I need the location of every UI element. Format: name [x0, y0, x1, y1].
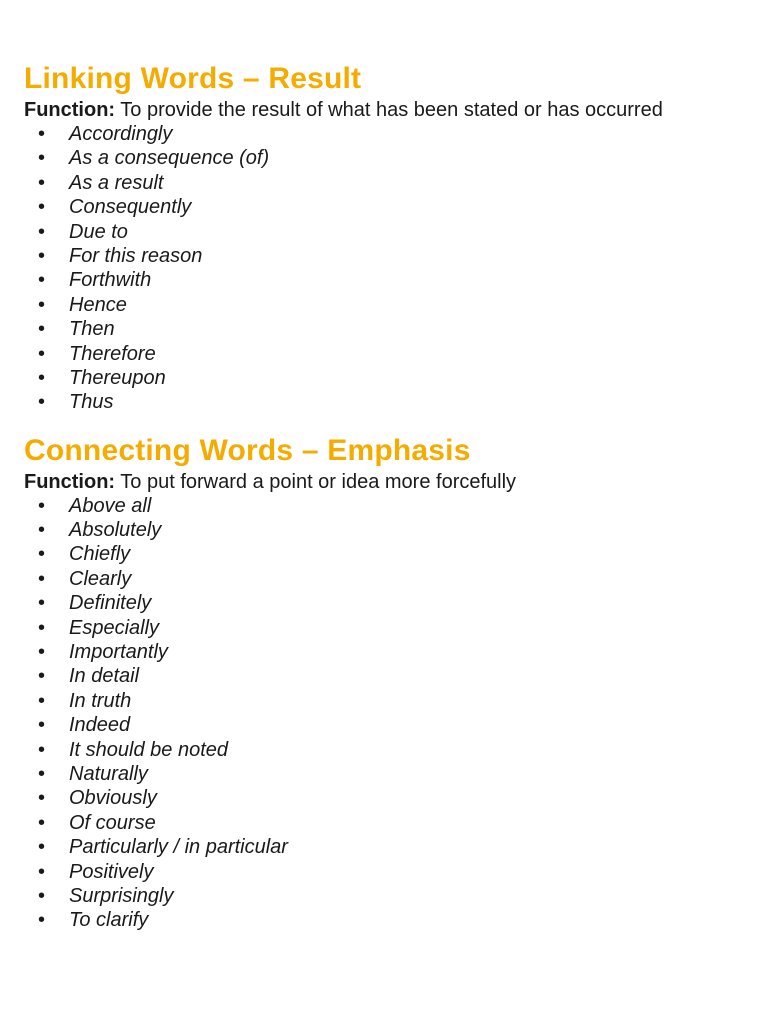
list-item-text: It should be noted: [69, 738, 229, 761]
list-item-text: Consequently: [69, 196, 192, 219]
list-item-text: Thereupon: [69, 366, 166, 389]
list-item-text: Thus: [69, 391, 114, 414]
list-item: [24, 738, 744, 762]
list-item: [24, 835, 744, 859]
list-item-text: Absolutely: [69, 519, 162, 542]
list-item: [24, 518, 744, 542]
list-item-text: Definitely: [69, 592, 152, 615]
bullet-icon: •: [38, 171, 46, 194]
bullet-icon: •: [38, 567, 46, 590]
bullet-icon: •: [38, 494, 46, 517]
function-description: [24, 470, 744, 494]
list-item: [24, 713, 744, 737]
list-item-text: Then: [69, 318, 115, 341]
function-label: Function:: [24, 99, 116, 121]
list-item: [24, 884, 744, 908]
bullet-icon: •: [38, 811, 46, 834]
list-item: [24, 366, 744, 390]
list-item: [24, 268, 744, 292]
list-item-text: Obviously: [69, 787, 157, 810]
list-item: [24, 171, 744, 195]
list-item: [24, 786, 744, 810]
list-item-text: Clearly: [69, 567, 132, 590]
list-item: [24, 811, 744, 835]
list-item: [24, 342, 744, 366]
list-item-text: Chiefly: [69, 543, 131, 566]
list-item-text: Especially: [69, 616, 160, 639]
list-item-text: Above all: [69, 494, 152, 517]
section-connecting-words-emphasis: [24, 432, 744, 933]
bullet-icon: •: [38, 391, 46, 414]
bullet-icon: •: [38, 836, 46, 859]
list-item: [24, 640, 744, 664]
list-item-text: For this reason: [69, 244, 203, 267]
bullet-icon: •: [38, 342, 46, 365]
list-item-text: As a consequence (of): [69, 147, 270, 170]
function-description: [24, 98, 744, 122]
bullet-icon: •: [38, 244, 46, 267]
bullet-icon: •: [38, 616, 46, 639]
list-item-text: Surprisingly: [69, 884, 174, 907]
list-item: [24, 762, 744, 786]
function-label: Function:: [24, 470, 116, 493]
list-item-text: Of course: [69, 811, 156, 834]
bullet-icon: •: [38, 318, 46, 341]
list-item: [24, 195, 744, 219]
list-item: [24, 220, 744, 244]
word-list: [24, 122, 744, 415]
bullet-icon: •: [38, 787, 46, 810]
word-list: [24, 494, 744, 933]
list-item: [24, 567, 744, 591]
list-item: [24, 591, 744, 615]
list-item: [24, 616, 744, 640]
bullet-icon: •: [38, 641, 46, 664]
list-item-text: Naturally: [69, 762, 148, 785]
bullet-icon: •: [38, 665, 46, 688]
bullet-icon: •: [38, 909, 46, 932]
list-item: [24, 860, 744, 884]
bullet-icon: •: [38, 762, 46, 785]
bullet-icon: •: [38, 123, 46, 145]
list-item-text: Importantly: [69, 641, 168, 664]
list-item-text: Due to: [69, 220, 128, 243]
document-page: [24, 60, 744, 933]
list-item-text: Therefore: [69, 342, 156, 365]
bullet-icon: •: [38, 220, 46, 243]
section-linking-words-result: [24, 60, 744, 415]
list-item-text: Positively: [69, 860, 154, 883]
bullet-icon: •: [38, 543, 46, 566]
bullet-icon: •: [38, 884, 46, 907]
section-title: Linking Words – Result: [24, 62, 362, 95]
bullet-icon: •: [38, 366, 46, 389]
list-item-text: In truth: [69, 689, 132, 712]
list-item-text: Particularly / in particular: [69, 836, 288, 859]
list-item-text: In detail: [69, 665, 140, 688]
bullet-icon: •: [38, 293, 46, 316]
list-item-text: Indeed: [69, 714, 131, 737]
bullet-icon: •: [38, 714, 46, 737]
bullet-icon: •: [38, 147, 46, 170]
list-item-text: Forthwith: [69, 269, 152, 292]
bullet-icon: •: [38, 738, 46, 761]
function-text: To put forward a point or idea more forcefully: [115, 470, 517, 493]
list-item: [24, 317, 744, 341]
list-item-text: Accordingly: [69, 123, 173, 145]
list-item: [24, 664, 744, 688]
list-item-text: To clarify: [69, 909, 149, 932]
bullet-icon: •: [38, 269, 46, 292]
list-item: [24, 293, 744, 317]
list-item: [24, 390, 744, 414]
section-title: Connecting Words – Emphasis: [24, 433, 471, 467]
bullet-icon: •: [38, 860, 46, 883]
list-item: [24, 146, 744, 170]
bullet-icon: •: [38, 196, 46, 219]
list-item: [24, 689, 744, 713]
list-item-text: Hence: [69, 293, 127, 316]
list-item: [24, 908, 744, 932]
bullet-icon: •: [38, 689, 46, 712]
list-item-text: As a result: [69, 171, 164, 194]
list-item: [24, 542, 744, 566]
list-item: [24, 244, 744, 268]
list-item: [24, 122, 744, 146]
bullet-icon: •: [38, 519, 46, 542]
bullet-icon: •: [38, 592, 46, 615]
list-item: [24, 494, 744, 518]
function-text: To provide the result of what has been stated or has occurred: [115, 99, 663, 121]
